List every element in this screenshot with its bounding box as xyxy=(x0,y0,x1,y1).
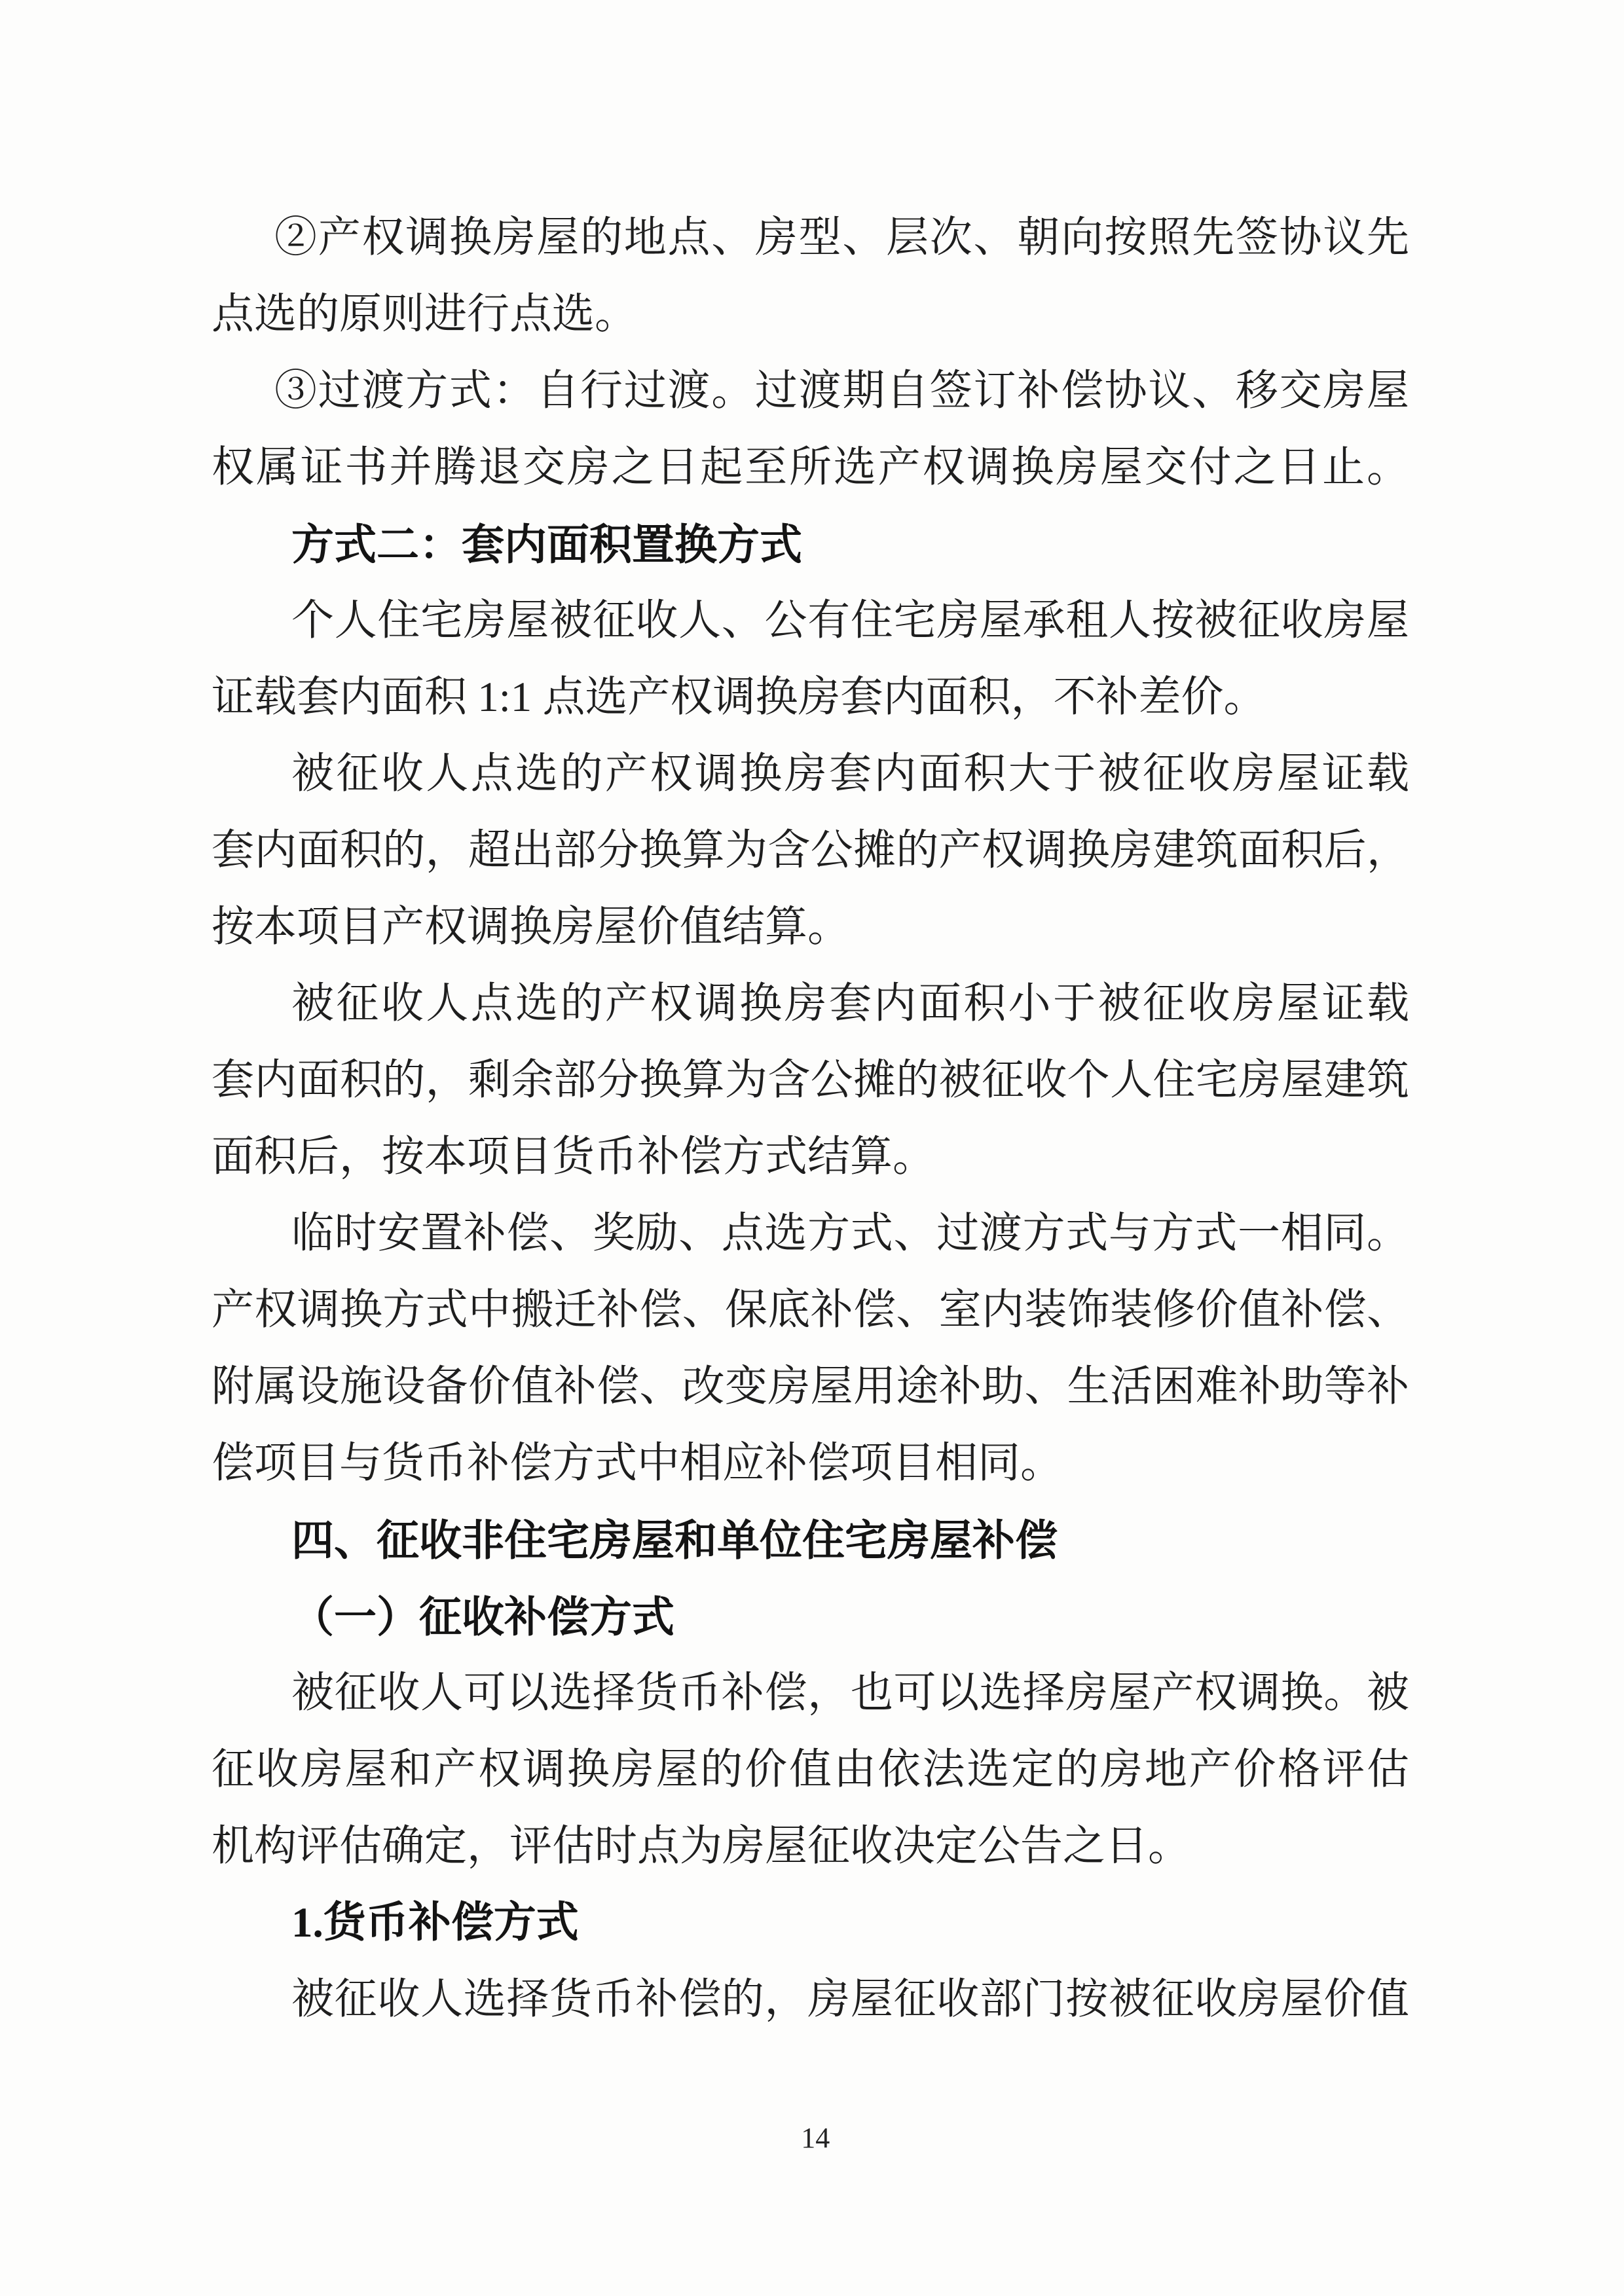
text-line: 证载套内面积 1:1 点选产权调换房套内面积，不补差价。 xyxy=(212,674,1266,721)
text-line: 个人住宅房屋被征收人、公有住宅房屋承租人按被征收房屋 xyxy=(291,597,1409,644)
text-line: （一）征收补偿方式 xyxy=(291,1593,675,1641)
text-line: 偿项目与货币补偿方式中相应补偿项目相同。 xyxy=(212,1440,1063,1487)
text-line: 被征收人点选的产权调换房套内面积小于被征收房屋证载 xyxy=(291,980,1409,1027)
text-line: 附属设施设备价值补偿、改变房屋用途补助、生活困难补助等补 xyxy=(212,1363,1409,1410)
text-line: 被征收人点选的产权调换房套内面积大于被征收房屋证载 xyxy=(291,750,1409,797)
text-line: 点选的原则进行点选。 xyxy=(212,291,638,338)
text-line: 机构评估确定，评估时点为房屋征收决定公告之日。 xyxy=(212,1823,1191,1870)
text-line: 征收房屋和产权调换房屋的价值由依法选定的房地产价格评估 xyxy=(212,1746,1409,1793)
text-line: 产权调换方式中搬迁补偿、保底补偿、室内装饰装修价值补偿、 xyxy=(212,1286,1409,1334)
text-line: 被征收人选择货币补偿的，房屋征收部门按被征收房屋价值 xyxy=(291,1976,1409,2023)
page-body xyxy=(212,200,1409,2038)
page-number: 14 xyxy=(801,2122,830,2154)
text-line: 按本项目产权调换房屋价值结算。 xyxy=(212,903,851,951)
text-line: 被征收人可以选择货币补偿，也可以选择房屋产权调换。被 xyxy=(291,1669,1409,1717)
text-line: 套内面积的，超出部分换算为含公摊的产权调换房建筑面积后， xyxy=(212,827,1409,874)
text-line: 1.货币补偿方式 xyxy=(291,1899,579,1946)
text-line: 临时安置补偿、奖励、点选方式、过渡方式与方式一相同。 xyxy=(291,1210,1409,1257)
text-line: 面积后，按本项目货币补偿方式结算。 xyxy=(212,1133,936,1180)
text-line: ③过渡方式：自行过渡。过渡期自签订补偿协议、移交房屋 xyxy=(274,367,1409,414)
text-line: 四、征收非住宅房屋和单位住宅房屋补偿 xyxy=(291,1516,1058,1564)
text-line: 方式二：套内面积置换方式 xyxy=(291,520,803,568)
text-line: 权属证书并腾退交房之日起至所选产权调换房屋交付之日止。 xyxy=(212,444,1409,491)
text-line: 套内面积的，剩余部分换算为含公摊的被征收个人住宅房屋建筑 xyxy=(212,1057,1409,1104)
text-line: ②产权调换房屋的地点、房型、层次、朝向按照先签协议先 xyxy=(274,214,1409,261)
